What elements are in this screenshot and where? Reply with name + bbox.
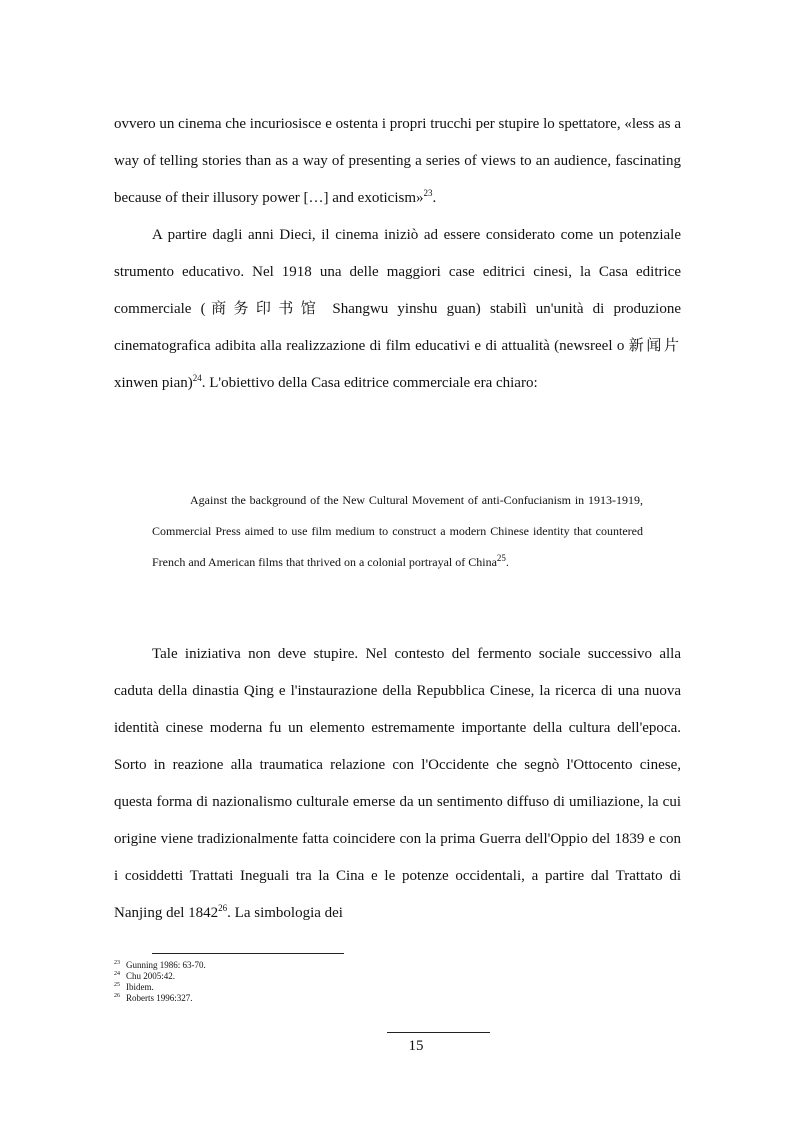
- quote-text: Against the background of the New Cultural Movement of anti-Confucianism in 1913-1919, Commercial Press aimed to use film medium to construct a modern Chinese identity that countered French and American films that thrived on a colonial portrayal of China: [152, 493, 643, 569]
- paragraph-2-part2: Shangwu yinshu guan) stabilì un'unità di produzione cinematografica adibita alla realizzazione di film educativi e di attualità (newsreel o: [114, 301, 681, 354]
- paragraph-3-text: Tale iniziativa non deve stupire. Nel contesto del fermento sociale successivo alla caduta della dinastia Qing e l'instaurazione della Repubblica Cinese, la ricerca di una nuova identità cinese moderna fu un elemento estremamente importante della cultura dell'epoca. Sorto in reazione alla traumatica relazione con l'Occidente che segnò l'Ottocento cinese, questa forma di nazionalismo culturale emerse da un sentimento diffuso di umiliazione, la cui origine viene tradizionalmente fatta coincidere con la prima Guerra dell'Oppio del 1839 e con i cosiddetti Trattati Ineguali tra la Cina e le potenze occidentali, a partire dal Trattato di Nanjing del 1842: [114, 646, 681, 921]
- footnote-ref-24: 24: [192, 373, 202, 383]
- footnote: [114, 971, 514, 982]
- paragraph-1: [114, 106, 681, 217]
- footnote-ref-23: 23: [423, 188, 433, 198]
- footnote-text: Roberts 1996:327.: [126, 993, 193, 1003]
- main-text-upper: [114, 106, 681, 402]
- footnote-text: Ibidem.: [126, 982, 154, 992]
- footnote-number: 24: [114, 971, 120, 977]
- paragraph-3: [114, 636, 681, 932]
- footnotes: [114, 960, 514, 1004]
- block-quote: [152, 485, 643, 578]
- page-number-rule: [387, 1032, 490, 1033]
- footnote-ref-25: 25: [496, 553, 506, 563]
- page-number: 15: [408, 1038, 424, 1054]
- paragraph-1-end: .: [432, 190, 437, 206]
- footnote-text: Gunning 1986: 63-70.: [126, 960, 206, 970]
- paragraph-3-end: . La simbologia dei: [227, 905, 343, 921]
- paragraph-1-text: ovvero un cinema che incuriosisce e ostenta i propri trucchi per stupire lo spettatore, «less as a way of telling stories than as a way of presenting a series of views to an audience, fascinating because of their illusory power […] and exoticism»: [114, 116, 681, 206]
- main-text-lower: [114, 636, 681, 932]
- paragraph-2-part1: A partire dagli anni Dieci, il cinema iniziò ad essere considerato come un potenziale strumento educativo. Nel 1918 una delle maggiori case editrici cinesi, la Casa editrice commerciale (: [114, 227, 681, 317]
- footnote-separator: [152, 953, 344, 954]
- footnote-number: 26: [114, 993, 120, 999]
- footnote-number: 23: [114, 960, 120, 966]
- footnote-text: Chu 2005:42.: [126, 971, 176, 981]
- footnote-number: 25: [114, 982, 120, 988]
- quote-paragraph: [152, 485, 643, 578]
- quote-end: .: [505, 555, 509, 569]
- chinese-term-shangwu: 商务印书馆: [205, 301, 324, 317]
- paragraph-2-part4: . L'obiettivo della Casa editrice commerciale era chiaro:: [201, 375, 538, 391]
- paragraph-2-part3: xinwen pian): [114, 375, 193, 391]
- chinese-term-xinwen: 新闻片: [628, 338, 681, 354]
- footnote: [114, 982, 514, 993]
- footnote: [114, 960, 514, 971]
- footnote: [114, 993, 514, 1004]
- paragraph-2: [114, 217, 681, 402]
- footnote-ref-26: 26: [218, 903, 228, 913]
